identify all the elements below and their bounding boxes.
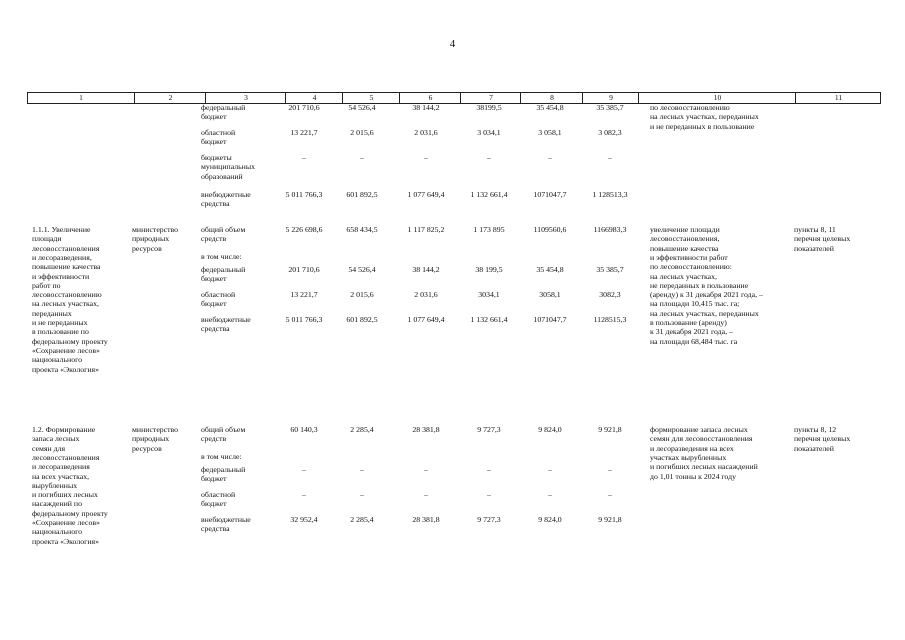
value-cell: 658 434,5 [346, 225, 378, 234]
fund-source-label: в том числе: [201, 452, 242, 461]
result-text: (аренду) к 31 декабря 2021 года, – [650, 290, 763, 300]
activity-name: федеральному проекту [32, 336, 108, 346]
fund-source-label: средства [201, 524, 230, 534]
fund-source-label: средства [201, 199, 230, 209]
activity-name: и погибших лесных [32, 490, 98, 500]
activity-name: в пользование по [32, 327, 89, 337]
executor: ресурсов [132, 243, 162, 253]
value-cell: 1 132 661,4 [470, 315, 508, 324]
fund-source-label: бюджеты [201, 153, 232, 162]
fund-source-label: средств [201, 234, 227, 244]
fund-source-label: общий объем [201, 225, 246, 234]
executor: природных [132, 434, 170, 444]
header-cell: 4 [285, 93, 343, 103]
activity-name: и лесоразведения, [32, 252, 92, 262]
fund-source-label: областной [201, 290, 236, 299]
value-cell: 1166983,3 [593, 225, 627, 234]
result-text: в пользование (аренду) [650, 318, 727, 327]
result-text: участках вырубленных [650, 452, 727, 462]
activity-name: «Сохранение лесов» [32, 345, 100, 355]
value-cell: 601 892,5 [346, 190, 378, 199]
value-cell: 35 454,8 [536, 265, 564, 274]
value-cell: 1109560,6 [533, 225, 567, 234]
result-text: по лесовосстановлению [650, 103, 730, 112]
executor: министерство [132, 225, 179, 234]
activity-name: национального [32, 527, 82, 537]
result-text: по лесовосстановлению: [650, 262, 732, 272]
fund-source-label: бюджет [201, 474, 227, 484]
value-cell: 1 128513,3 [592, 190, 628, 199]
value-cell: 3034,1 [478, 290, 500, 299]
value-cell: 1 173 895 [473, 225, 505, 234]
activity-name: повышение качества [32, 262, 101, 272]
value-cell: 1 077 649,4 [407, 190, 445, 199]
value-cell: 1071047,7 [533, 190, 567, 199]
result-text: и не переданных в пользование [650, 121, 755, 131]
activity-name: федеральному проекту [32, 508, 108, 518]
value-cell: 201 710,6 [288, 265, 320, 274]
activity-name: 1.2. Формирование [32, 425, 96, 434]
value-cell: – [608, 465, 612, 474]
page-number: 4 [449, 38, 456, 50]
value-cell: 28 381,8 [412, 515, 440, 524]
fund-source-label: федеральный [201, 265, 246, 274]
value-cell: 54 526,4 [348, 265, 376, 274]
table-header-row [27, 92, 881, 104]
header-cell: 5 [342, 93, 400, 103]
activity-name: на лесных участках, [32, 299, 99, 309]
value-cell: 201 710,6 [288, 103, 320, 112]
value-cell: 1128515,3 [593, 315, 627, 324]
activity-name: и не переданных [32, 318, 88, 327]
value-cell: 1 132 661,4 [470, 190, 508, 199]
value-cell: 38 144,2 [412, 103, 440, 112]
value-cell: 38 144,2 [412, 265, 440, 274]
fund-source-label: областной [201, 490, 236, 499]
activity-name: на всех участках, [32, 471, 90, 481]
result-text: лесовосстановления, [650, 234, 720, 244]
value-cell: 35 385,7 [596, 103, 624, 112]
result-text: не переданных в пользование [650, 280, 749, 290]
value-cell: – [487, 490, 491, 499]
activity-name: 1.1.1. Увеличение [32, 225, 91, 234]
value-cell: 2 031,6 [414, 290, 438, 299]
value-cell: 9 727,3 [477, 515, 501, 524]
activity-name: переданных [32, 308, 72, 318]
result-text: и лесоразведения на всех [650, 443, 734, 453]
value-cell: 9 921,8 [598, 515, 622, 524]
value-cell: – [424, 490, 428, 499]
value-cell: 38199,5 [476, 103, 502, 112]
activity-name: «Сохранение лесов» [32, 518, 100, 527]
value-cell: – [302, 153, 306, 162]
fund-source-label: внебюджетные [201, 515, 251, 524]
executor: природных [132, 234, 170, 244]
value-cell: – [608, 153, 612, 162]
activity-name: насаждений по [32, 499, 83, 509]
value-cell: – [302, 490, 306, 499]
indicator-reference: показателей [794, 243, 834, 253]
value-cell: – [360, 490, 364, 499]
result-text: и эффективности работ [650, 252, 728, 262]
value-cell: 3 082,3 [598, 128, 622, 137]
activity-name: и эффективности [32, 271, 90, 281]
value-cell: – [360, 153, 364, 162]
fund-source-label: образований [201, 171, 243, 181]
indicator-reference: перечня целевых [794, 234, 851, 244]
value-cell: 2 015,6 [350, 290, 374, 299]
fund-source-label: федеральный [201, 465, 246, 474]
value-cell: – [608, 490, 612, 499]
value-cell: 1 077 649,4 [407, 315, 445, 324]
result-text: формирование запаса лесных [650, 425, 748, 434]
header-cell: 9 [582, 93, 639, 103]
result-text: на площади 68,484 тыс. га [650, 336, 738, 346]
header-cell: 8 [520, 93, 583, 103]
value-cell: 1071047,7 [533, 315, 567, 324]
fund-source-label: общий объем [201, 425, 246, 434]
activity-name: запаса лесных [32, 434, 80, 444]
indicator-reference: пункты 8, 12 [794, 425, 837, 434]
value-cell: 3 034,1 [477, 128, 501, 137]
activity-name: работ по [32, 280, 61, 290]
result-text: на лесных участках, переданных [650, 112, 759, 122]
value-cell: – [302, 465, 306, 474]
result-text: и погибших лесных насаждений [650, 462, 758, 472]
header-cell: 2 [134, 93, 206, 103]
value-cell: 13 221,7 [290, 290, 318, 299]
value-cell: 2 031,6 [414, 128, 438, 137]
value-cell: 9 727,3 [477, 425, 501, 434]
value-cell: 60 140,3 [290, 425, 318, 434]
value-cell: – [360, 465, 364, 474]
fund-source-label: муниципальных [201, 162, 255, 172]
header-cell: 3 [205, 93, 286, 103]
activity-name: площади [32, 234, 62, 244]
fund-source-label: областной [201, 128, 236, 137]
value-cell: – [548, 153, 552, 162]
indicator-reference: показателей [794, 443, 834, 453]
result-text: на площади 10,415 тыс. га; [650, 299, 740, 309]
header-cell: 10 [638, 93, 796, 103]
fund-source-label: бюджет [201, 137, 227, 147]
fund-source-label: внебюджетные [201, 190, 251, 199]
result-text: к 31 декабря 2021 года, – [650, 327, 733, 337]
value-cell: 35 454,8 [536, 103, 564, 112]
indicator-reference: перечня целевых [794, 434, 851, 444]
value-cell: 28 381,8 [412, 425, 440, 434]
value-cell: 9 824,0 [538, 425, 562, 434]
activity-name: семян для [32, 443, 66, 453]
result-text: повышение качества [650, 243, 719, 253]
header-cell: 6 [399, 93, 461, 103]
value-cell: – [424, 465, 428, 474]
value-cell: – [548, 490, 552, 499]
result-text: на лесных участках, [650, 271, 717, 281]
executor: министерство [132, 425, 179, 434]
result-text: на лесных участках, переданных [650, 308, 759, 318]
value-cell: 601 892,5 [346, 315, 378, 324]
fund-source-label: бюджет [201, 499, 227, 509]
activity-name: лесовосстановления [32, 452, 100, 462]
activity-name: и лесоразведения [32, 462, 90, 472]
value-cell: 3082,3 [599, 290, 621, 299]
value-cell: 2 285,4 [350, 425, 374, 434]
value-cell: 35 385,7 [596, 265, 624, 274]
activity-name: вырубленных [32, 480, 78, 490]
value-cell: 1 117 825,2 [407, 225, 445, 234]
value-cell: 13 221,7 [290, 128, 318, 137]
fund-source-label: бюджет [201, 112, 227, 122]
indicator-reference: пункты 8, 11 [794, 225, 836, 234]
fund-source-label: бюджет [201, 274, 227, 284]
result-text: семян для лесовосстановления [650, 434, 753, 444]
value-cell: 54 526,4 [348, 103, 376, 112]
value-cell: 9 921,8 [598, 425, 622, 434]
value-cell: – [487, 153, 491, 162]
value-cell: 9 824,0 [538, 515, 562, 524]
value-cell: 5 011 766,3 [285, 190, 323, 199]
header-cell: 11 [795, 93, 881, 103]
activity-name: лесовосстановлению [32, 290, 102, 300]
value-cell: 38 199,5 [475, 265, 503, 274]
fund-source-label: бюджет [201, 299, 227, 309]
value-cell: – [548, 465, 552, 474]
value-cell: 3058,1 [539, 290, 561, 299]
value-cell: 5 011 766,3 [285, 315, 323, 324]
activity-name: проекта «Экология» [32, 536, 100, 546]
value-cell: 2 285,4 [350, 515, 374, 524]
fund-source-label: средств [201, 434, 227, 444]
fund-source-label: средства [201, 324, 230, 334]
fund-source-label: федеральный [201, 103, 246, 112]
activity-name: лесовосстановления [32, 243, 100, 253]
header-cell: 1 [79, 93, 83, 102]
fund-source-label: в том числе: [201, 252, 242, 261]
value-cell: – [424, 153, 428, 162]
value-cell: 3 058,1 [538, 128, 562, 137]
value-cell: 2 015,6 [350, 128, 374, 137]
value-cell: 5 226 698,6 [285, 225, 323, 234]
activity-name: национального [32, 355, 82, 365]
result-text: увеличение площади [650, 225, 720, 234]
result-text: до 1,01 тонны к 2024 году [650, 471, 736, 481]
executor: ресурсов [132, 443, 162, 453]
value-cell: – [487, 465, 491, 474]
activity-name: проекта «Экология» [32, 364, 100, 374]
value-cell: 32 952,4 [290, 515, 318, 524]
header-cell: 7 [460, 93, 521, 103]
fund-source-label: внебюджетные [201, 315, 251, 324]
